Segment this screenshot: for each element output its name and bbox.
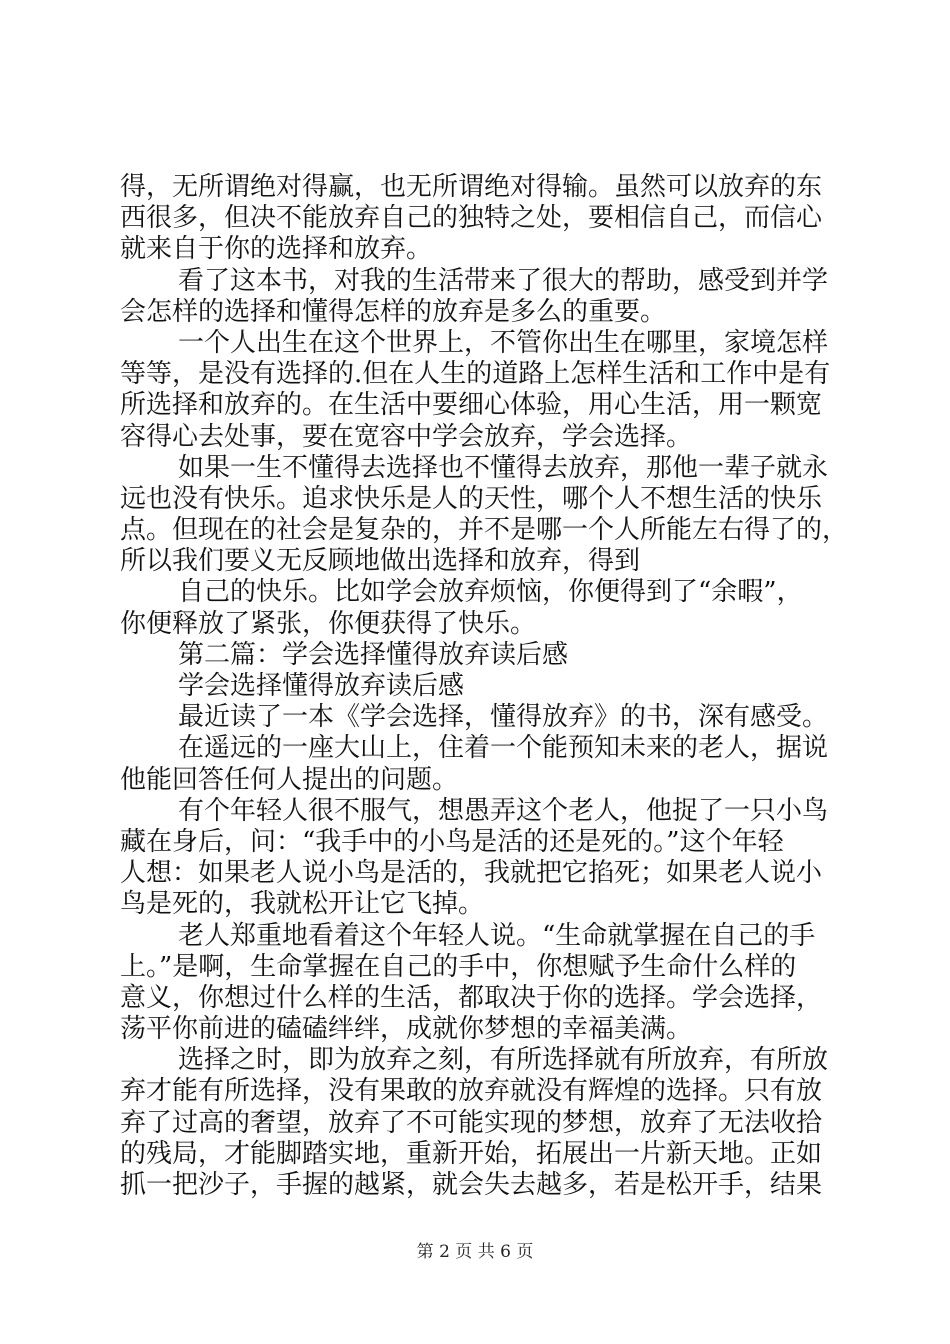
text-line: 藏在身后，问：“我手中的小鸟是活的还是死的。”这个年轻	[120, 826, 784, 857]
text-line: 容得心去处事，要在宽容中学会放弃，学会选择。	[120, 421, 693, 452]
text-line: 如果一生不懂得去选择也不懂得去放弃，那他一辈子就永	[178, 452, 829, 483]
text-line: 看了这本书，对我的生活带来了很大的帮助，感受到并学	[178, 265, 829, 296]
text-line: 就来自于你的选择和放弃。	[120, 234, 433, 265]
text-line: 学会选择懂得放弃读后感	[178, 671, 465, 701]
text-line: 意义，你想过什么样的生活，都取决于你的选择。学会选择，	[120, 982, 823, 1013]
text-line: 抓一把沙子，手握的越紧，就会失去越多，若是松开手，结果	[120, 1170, 823, 1200]
text-line: 西很多，但决不能放弃自己的独特之处，要相信自己，而信心	[120, 203, 823, 234]
text-line: 的残局，才能脚踏实地，重新开始，拓展出一片新天地。正如	[120, 1138, 823, 1169]
text-line: 所以我们要义无反顾地做出选择和放弃，得到	[120, 546, 641, 577]
text-line: 选择之时，即为放弃之刻，有所选择就有所放弃，有所放	[178, 1045, 829, 1076]
text-line: 点。但现在的社会是复杂的，并不是哪一个人所能左右得了的，	[120, 515, 849, 546]
text-line: 人想：如果老人说小鸟是活的，我就把它掐死；如果老人说小	[120, 858, 823, 889]
document-body	[120, 172, 850, 1201]
text-line: 会怎样的选择和懂得怎样的放弃是多么的重要。	[120, 296, 667, 327]
text-line: 鸟是死的，我就松开让它飞掉。	[120, 889, 485, 920]
text-line: 上。”是啊，生命掌握在自己的手中，你想赋予生命什么样的	[120, 951, 797, 982]
page-footer: 第 2 页 共 6 页	[416, 1242, 534, 1262]
text-line: 远也没有快乐。追求快乐是人的天性，哪个人不想生活的快乐	[120, 483, 823, 514]
text-line: 在遥远的一座大山上，住着一个能预知未来的老人，据说	[178, 733, 829, 764]
text-line: 弃了过高的奢望，放弃了不可能实现的梦想，放弃了无法收拾	[120, 1107, 823, 1138]
text-line: 一个人出生在这个世界上，不管你出生在哪里，家境怎样	[178, 327, 829, 358]
text-line: 弃才能有所选择，没有果敢的放弃就没有辉煌的选择。只有放	[120, 1076, 823, 1107]
text-line: 等等，是没有选择的.但在人生的道路上怎样生活和工作中是有	[120, 359, 831, 390]
text-line: 所选择和放弃的。在生活中要细心体验，用心生活，用一颗宽	[120, 390, 823, 421]
text-line: 自己的快乐。比如学会放弃烦恼，你便得到了“余暇”，	[178, 577, 803, 608]
text-line: 最近读了一本《学会选择，懂得放弃》的书，深有感受。	[178, 702, 829, 733]
text-line: 老人郑重地看着这个年轻人说。“生命就掌握在自己的手	[178, 920, 816, 951]
text-line: 第二篇：学会选择懂得放弃读后感	[178, 639, 569, 670]
text-line: 他能回答任何人提出的问题。	[120, 764, 459, 795]
text-line: 有个年轻人很不服气，想愚弄这个老人，他捉了一只小鸟	[178, 795, 829, 826]
text-line: 你便释放了紧张，你便获得了快乐。	[120, 608, 537, 639]
text-line: 得，无所谓绝对得赢，也无所谓绝对得输。虽然可以放弃的东	[120, 172, 823, 202]
text-line: 荡平你前进的磕磕绊绊，成就你梦想的幸福美满。	[120, 1014, 693, 1045]
